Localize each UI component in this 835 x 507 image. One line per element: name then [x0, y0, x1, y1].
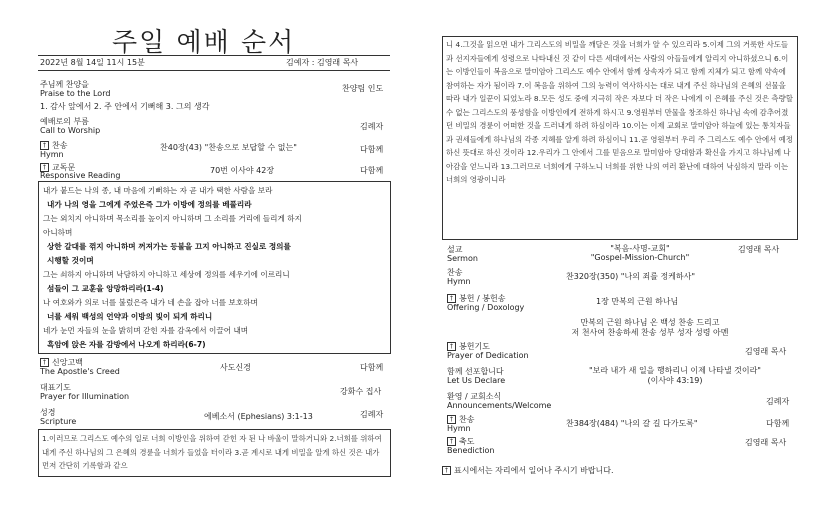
- benediction-en: Benediction: [447, 446, 495, 455]
- prayer-line: 1. 감사 앞에서 2. 주 안에서 기뻐해 3. 그의 생각: [40, 102, 210, 111]
- offering-en: Offering / Doxology: [447, 303, 525, 312]
- page-title: 주일 예배 순서: [112, 28, 296, 58]
- praise-en: Praise to the Lord: [40, 89, 111, 98]
- responsive-en: Responsive Reading: [40, 171, 121, 180]
- service-date: 2022년 8월 14일 11시 15분: [40, 58, 145, 67]
- reading-line: 그는 쇠하지 아니하며 낙담하지 아니하고 세상에 정의를 세우기에 이르리니: [43, 270, 290, 279]
- scripture-text-box: 1.이러므로 그리스도 예수의 일로 너희 이방인을 위하여 갇힌 자 된 나 바울이 말하거니와 2.너희를 위하여 내게 주신 하나님의 그 은혜의 경륜을 너희가 들었을 터이라 3.곧 계시로 내게 비밀을 알게 하신 것은 내가 먼저 간단히 기록함과 같으: [38, 429, 391, 477]
- sermon-title-en: "Gospel-Mission-Church": [590, 253, 690, 262]
- stand-marker-icon: †: [40, 358, 49, 367]
- hymn-leader: 다함께: [360, 145, 384, 154]
- stand-marker-icon: †: [442, 466, 451, 475]
- stand-marker-icon: †: [40, 141, 49, 150]
- hymn3-ko: † 찬송: [447, 415, 474, 425]
- announce-en: Announcements/Welcome: [447, 401, 552, 410]
- hymn2-ko: 찬송: [447, 268, 463, 277]
- benediction-leader: 김영래 목사: [745, 438, 787, 447]
- hymn2-text: 찬320장(350) "나의 죄를 정케하사": [566, 272, 696, 281]
- reading-line: 내가 나의 영을 그에게 주었은즉 그가 이방에 정의를 베풀리라: [47, 200, 252, 209]
- sermon-title: "복음-사명-교회": [610, 244, 670, 253]
- creed-en: The Apostle's Creed: [40, 367, 120, 376]
- illum-ko: 대표기도: [40, 383, 71, 392]
- hymn-text: 찬40장(43) "찬송으로 보답할 수 없는": [160, 143, 297, 152]
- footnote: † 표시에서는 자리에서 일어나 주시기 바랍니다.: [442, 466, 614, 476]
- sermon-leader: 김영래 목사: [738, 245, 780, 254]
- offering-text: 1장 만복의 근원 하나님: [596, 297, 679, 306]
- declare-verse: "보라 내가 새 일을 행하리니 이제 나타낼 것이라": [589, 366, 761, 375]
- hymn3-leader: 다함께: [766, 419, 790, 428]
- reading-line: 나 여호와가 의로 너를 불렀은즉 내가 네 손을 잡아 너를 보호하며: [43, 298, 258, 307]
- praise-leader: 찬양팀 인도: [342, 84, 384, 93]
- responsive-text: 70번 이사야 42장: [210, 166, 275, 175]
- scripture-ref: 에베소서 (Ephesians) 3:1-13: [204, 412, 313, 421]
- dedication-leader: 김영래 목사: [745, 347, 787, 356]
- call-leader: 김례자: [360, 122, 384, 131]
- reading-line: 내가 붙드는 나의 종, 내 마음에 기뻐하는 자 곧 내가 택한 사람을 보라: [43, 186, 273, 195]
- declare-ko: 함께 선포합니다: [447, 367, 504, 376]
- reading-line: 그는 외치지 아니하며 목소리를 높이지 아니하며 그 소리를 거리에 들리게 하지: [43, 214, 302, 223]
- divider-top: [38, 55, 390, 56]
- declare-ref: (이사야 43:19): [647, 376, 703, 385]
- scripture-en: Scripture: [40, 417, 77, 426]
- reading-line: 너를 세워 백성의 언약과 이방의 빛이 되게 하리니: [47, 312, 213, 321]
- responsive-reading-box: [38, 181, 391, 354]
- doxology-line-1: 만복의 근원 하나님 온 백성 찬송 드리고: [580, 318, 720, 327]
- creed-leader: 다함께: [360, 363, 384, 372]
- stand-marker-icon: †: [447, 437, 456, 446]
- call-en: Call to Worship: [40, 126, 101, 135]
- doxology-line-2: 저 천사여 찬송하세 찬송 성부 성자 성령 아멘: [571, 328, 729, 337]
- stand-marker-icon: †: [447, 415, 456, 424]
- divider-date: [38, 70, 390, 71]
- declare-en: Let Us Declare: [447, 376, 506, 385]
- illum-leader: 강화수 집사: [340, 387, 382, 396]
- stand-marker-icon: †: [447, 294, 456, 303]
- sermon-en: Sermon: [447, 254, 478, 263]
- scripture-ko: 성경: [40, 408, 56, 417]
- hymn3-en: Hymn: [447, 424, 471, 433]
- reading-line: 아니하며: [43, 228, 73, 237]
- call-ko: 예배로의 부름: [40, 117, 89, 126]
- sermon-ko: 설교: [447, 245, 463, 254]
- responsive-leader: 다함께: [360, 166, 384, 175]
- stand-marker-icon: †: [40, 163, 49, 172]
- reading-line: 흑암에 앉은 자를 감방에서 나오게 하리라(6-7): [47, 340, 206, 349]
- hymn-ko: † 찬송: [40, 141, 67, 151]
- scripture-continued-box: 니 4.그것을 읽으면 내가 그리스도의 비밀을 깨달은 것을 너희가 알 수 있으리라 5.이제 그의 거룩한 사도들과 선지자들에게 성령으로 나타내신 것 같이 다른 세대에서는 사람의 아들들에게 알리지 아니하셨으니 6.이는 이방인들이 복음으로 말미암아 그리스도 예수 안에서 함께 상속자가 되고 함께 지체가 되고 함께 약속에 참여하는 자가 됨이라 7.이 복음을 위하여 그의 능력이 역사하시는 대로 내게 주신 하나님의 은혜의 선물을 따라 내가 일꾼이 되었노라 8.모든 성도 중에 지극히 작은 자보다 더 작은 나에게 이 은혜를 주신 것은 측량할 수 없는 그리스도의 풍성함을 이방인에게 전하게 하시고 9.영원부터 만물을 창조하신 하나님 속에 감추어졌던 비밀의 경륜이 어떠한 것을 드러내게 하려 하심이라 10.이는 이제 교회로 말미암아 하늘에 있는 통치자들과 권세들에게 하나님의 각종 지혜를 알게 하려 하심이니 11.곧 영원부터 우리 주 그리스도 예수 안에서 예정하신 뜻대로 하신 것이라 12.우리가 그 안에서 그를 믿음으로 말미암아 당대함과 확신을 가지고 하나님께 나아감을 얻느니라 13.그러므로 너희에게 구하노니 너희를 위한 나의 여러 환난에 대하여 낙심하지 말라 이는 너희의 영광이니라: [442, 36, 798, 240]
- hymn-en: Hymn: [40, 150, 64, 159]
- offering-ko: † 봉헌 / 봉헌송: [447, 294, 505, 304]
- announce-leader: 김례자: [766, 397, 790, 406]
- benediction-ko: † 축도: [447, 437, 474, 447]
- creed-ko: † 신앙고백: [40, 358, 83, 368]
- reading-line: 섬들이 그 교훈을 앙망하리라(1-4): [47, 284, 164, 293]
- reading-line: 상한 갈대를 꺾지 아니하며 꺼져가는 등불을 끄지 아니하고 진실로 정의를: [47, 242, 291, 251]
- praise-ko: 주님께 찬양을: [40, 80, 89, 89]
- creed-text: 사도신경: [220, 363, 251, 372]
- dedication-en: Prayer of Dedication: [447, 351, 529, 360]
- hymn3-text: 찬384장(484) "나의 갈 길 다가도록": [566, 419, 698, 428]
- stand-marker-icon: †: [447, 342, 456, 351]
- preacher-line: 김예자 : 김영래 목사: [286, 58, 359, 67]
- scripture-leader: 김례자: [360, 410, 384, 419]
- responsive-ko: † 교독문: [40, 163, 75, 173]
- illum-en: Prayer for Illumination: [40, 392, 130, 401]
- dedication-ko: † 봉헌기도: [447, 342, 490, 352]
- hymn2-en: Hymn: [447, 277, 471, 286]
- reading-line: 네가 눈먼 자들의 눈을 밝히며 갇힌 자를 감옥에서 이끌어 내며: [43, 326, 249, 335]
- reading-line: 시행할 것이며: [47, 256, 94, 265]
- announce-ko: 환영 / 교회소식: [447, 392, 502, 401]
